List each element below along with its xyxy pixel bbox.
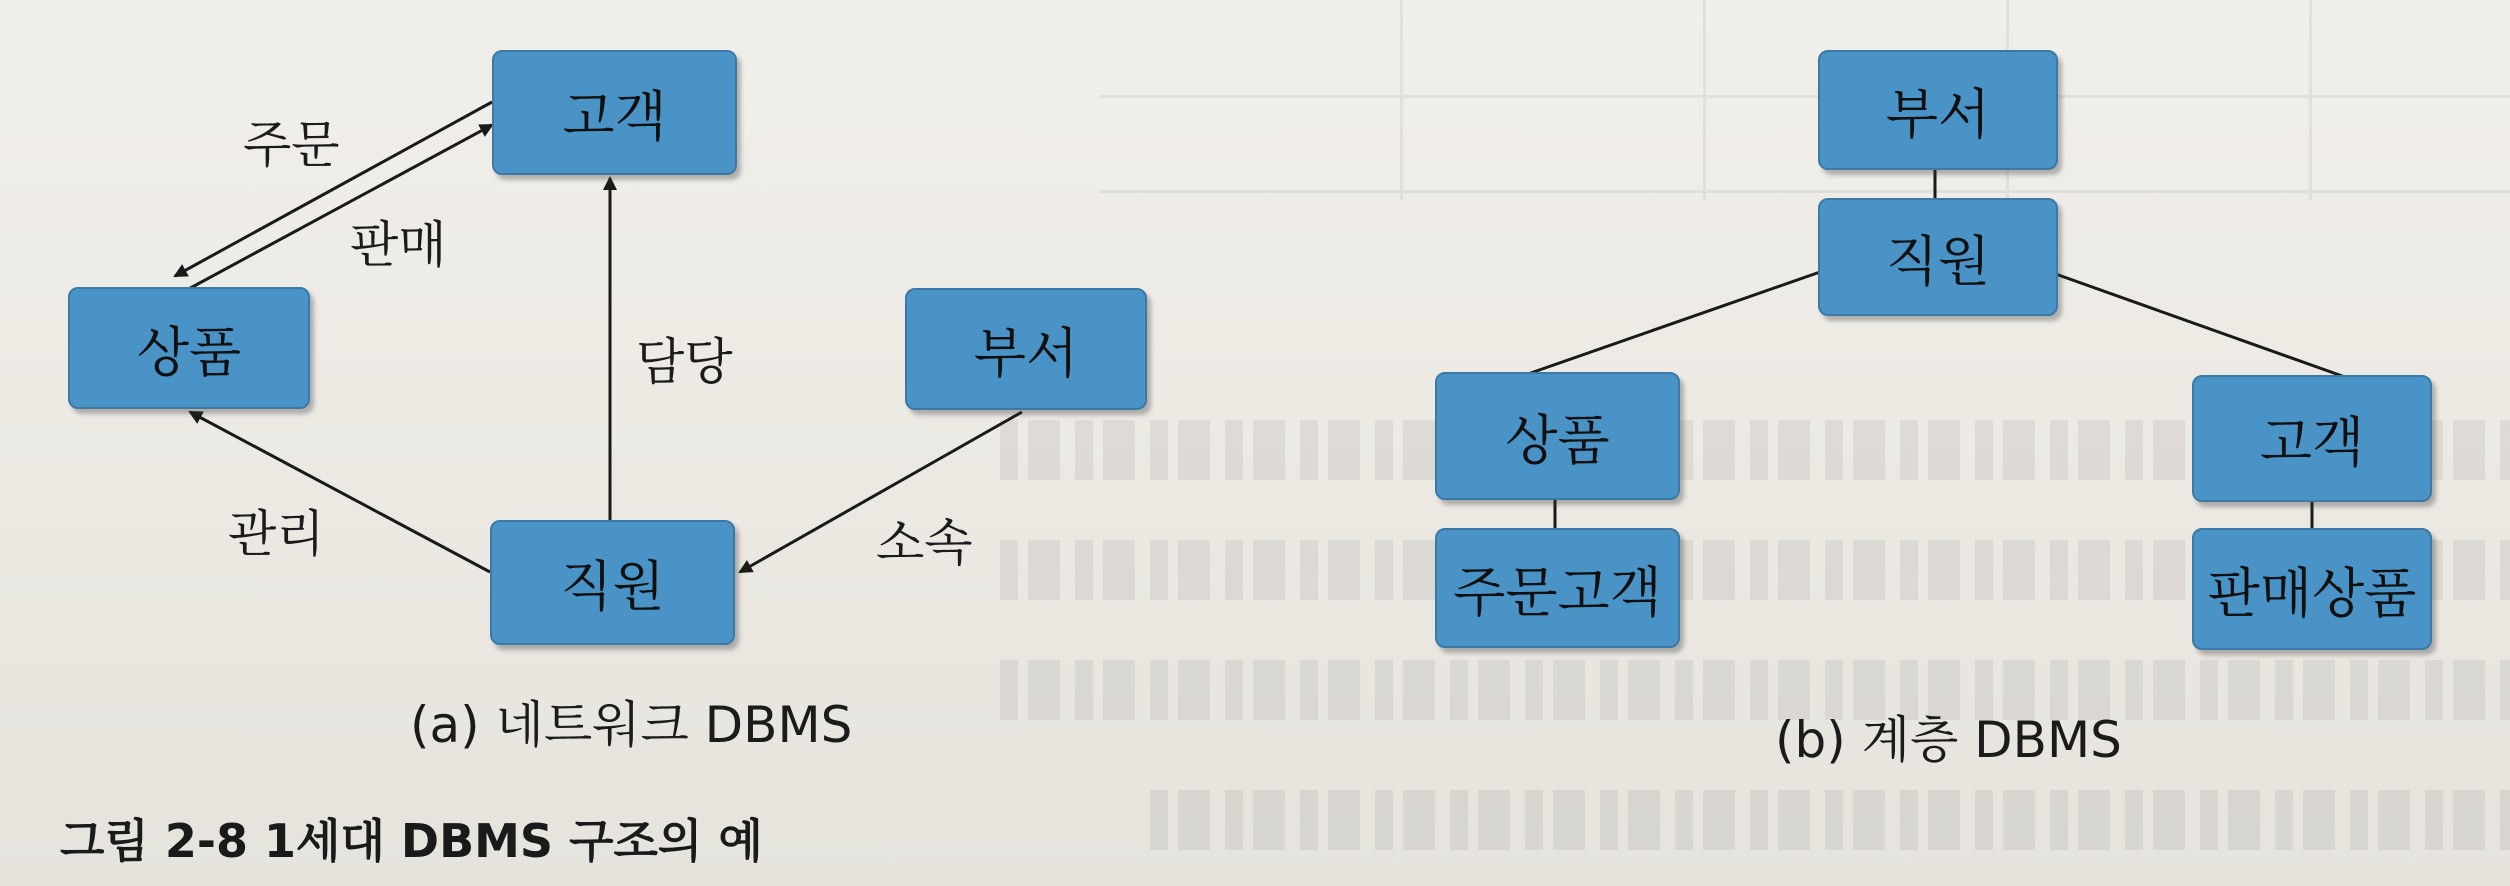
- figure-title: 그림 2-8 1세대 DBMS 구조의 예: [60, 814, 763, 868]
- edge-label-manage: 관리: [228, 505, 325, 563]
- hier-employee-customer: [2050, 272, 2345, 377]
- hier-node-employee: 직원: [1818, 198, 2058, 316]
- edge-label-belong: 소속: [876, 514, 973, 572]
- hier-node-customer: 고객: [2192, 375, 2432, 502]
- hier-employee-product: [1525, 272, 1820, 375]
- hierarchy-caption: (b) 계층 DBMS: [1775, 711, 2122, 769]
- hier-node-sold-product: 판매상품: [2192, 528, 2432, 650]
- edge-label-order: 주문: [243, 116, 340, 174]
- edge-label-sale: 판매: [350, 216, 447, 274]
- network-caption: (a) 네트워크 DBMS: [410, 696, 853, 754]
- hier-node-order-customer: 주문고객: [1435, 528, 1680, 648]
- network-node-customer: 고객: [492, 50, 737, 175]
- hier-node-product: 상품: [1435, 372, 1680, 500]
- network-node-employee: 직원: [490, 520, 735, 645]
- edge-label-in-charge: 담당: [636, 333, 733, 391]
- network-node-department: 부서: [905, 288, 1147, 410]
- network-node-product: 상품: [68, 287, 310, 409]
- hier-node-department: 부서: [1818, 50, 2058, 170]
